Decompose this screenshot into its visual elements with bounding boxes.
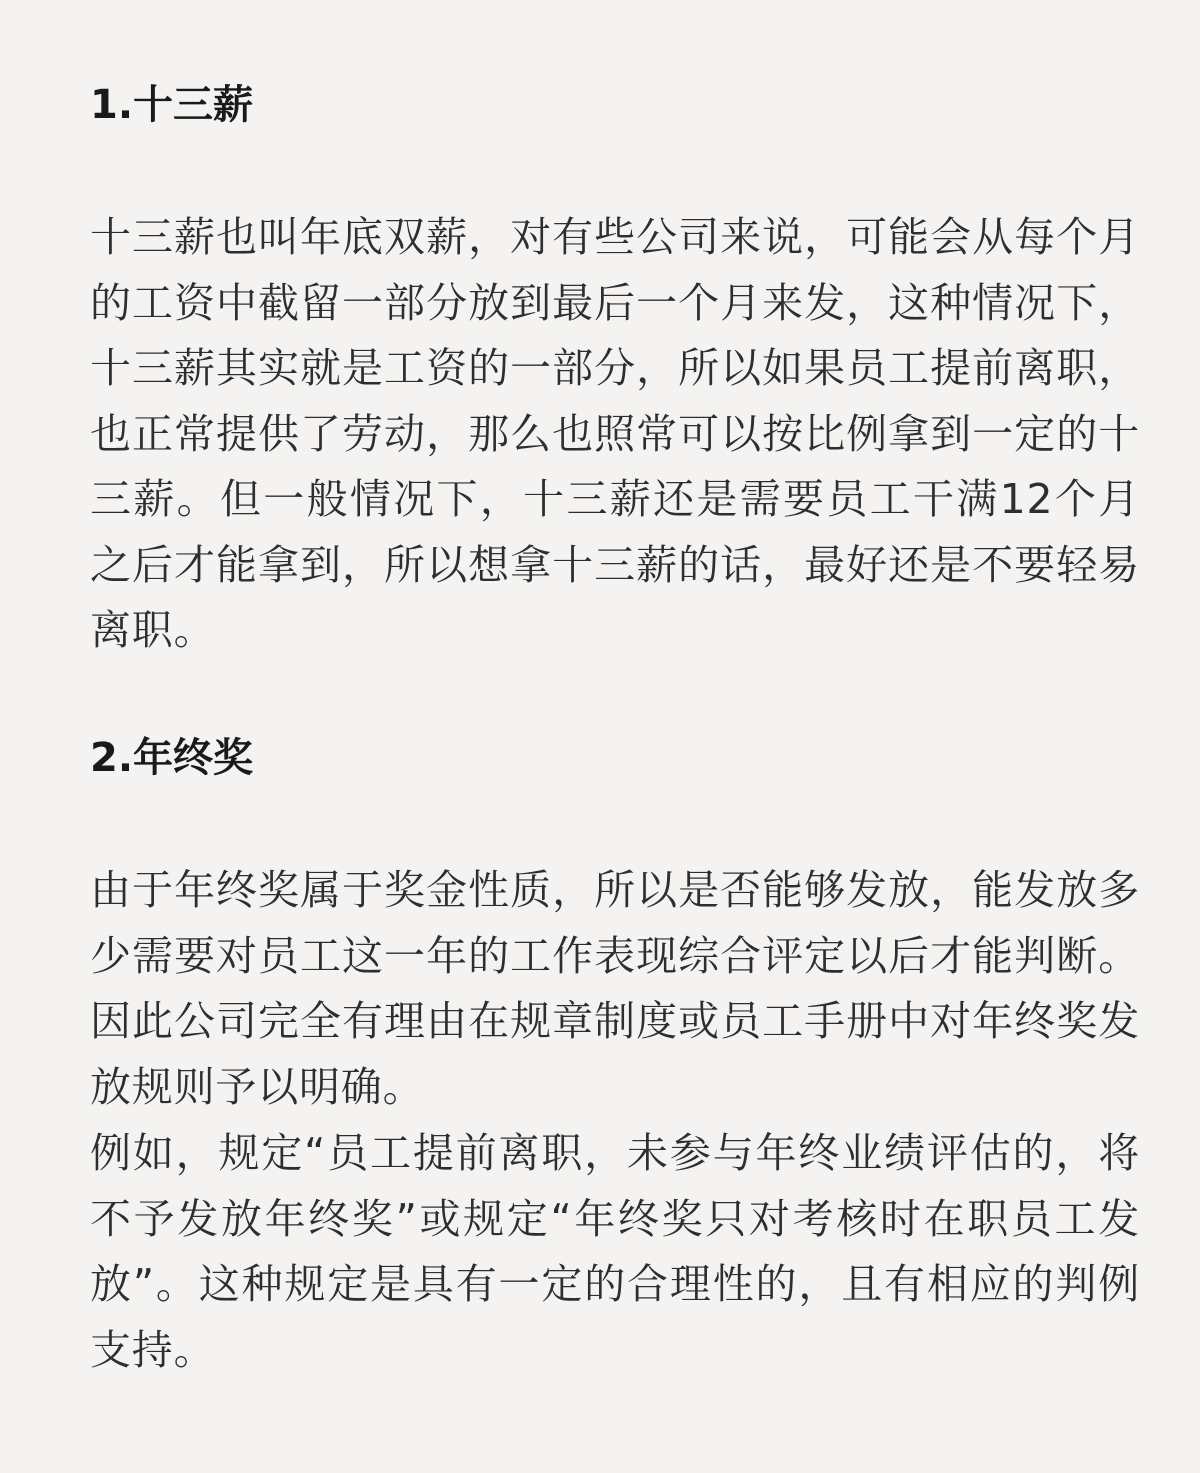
section-2-heading: 2.年终奖 (90, 735, 254, 781)
section-2-paragraph-2: 例如，规定“员工提前离职，未参与年终业绩评估的，将不予发放年终奖”或规定“年终奖只对考核时在职员工发放”。这种规定是具有一定的合理性的，且有相应的判例支持。 (90, 1129, 1140, 1374)
section-1-heading-block (90, 80, 1140, 130)
section-2-paragraph: 由于年终奖属于奖金性质，所以是否能够发放，能发放多少需要对员工这一年的工作表现综合评定以后才能判断。因此公司完全有理由在规章制度或员工手册中对年终奖发放规则予以明确。 (90, 866, 1140, 1111)
section-2-body-block-2 (90, 1121, 1140, 1383)
section-1-heading: 1.十三薪 (90, 82, 254, 128)
section-1-body-block (90, 205, 1140, 664)
section-2-heading-block (90, 733, 1140, 783)
section-2-body-block (90, 858, 1140, 1120)
section-1-paragraph: 十三薪也叫年底双薪，对有些公司来说，可能会从每个月的工资中截留一部分放到最后一个月来发，这种情况下，十三薪其实就是工资的一部分，所以如果员工提前离职，也正常提供了劳动，那么也照常可以按比例拿到一定的十三薪。但一般情况下，十三薪还是需要员工干满12个月之后才能拿到，所以想拿十三薪的话，最好还是不要轻易离职。 (90, 213, 1140, 654)
